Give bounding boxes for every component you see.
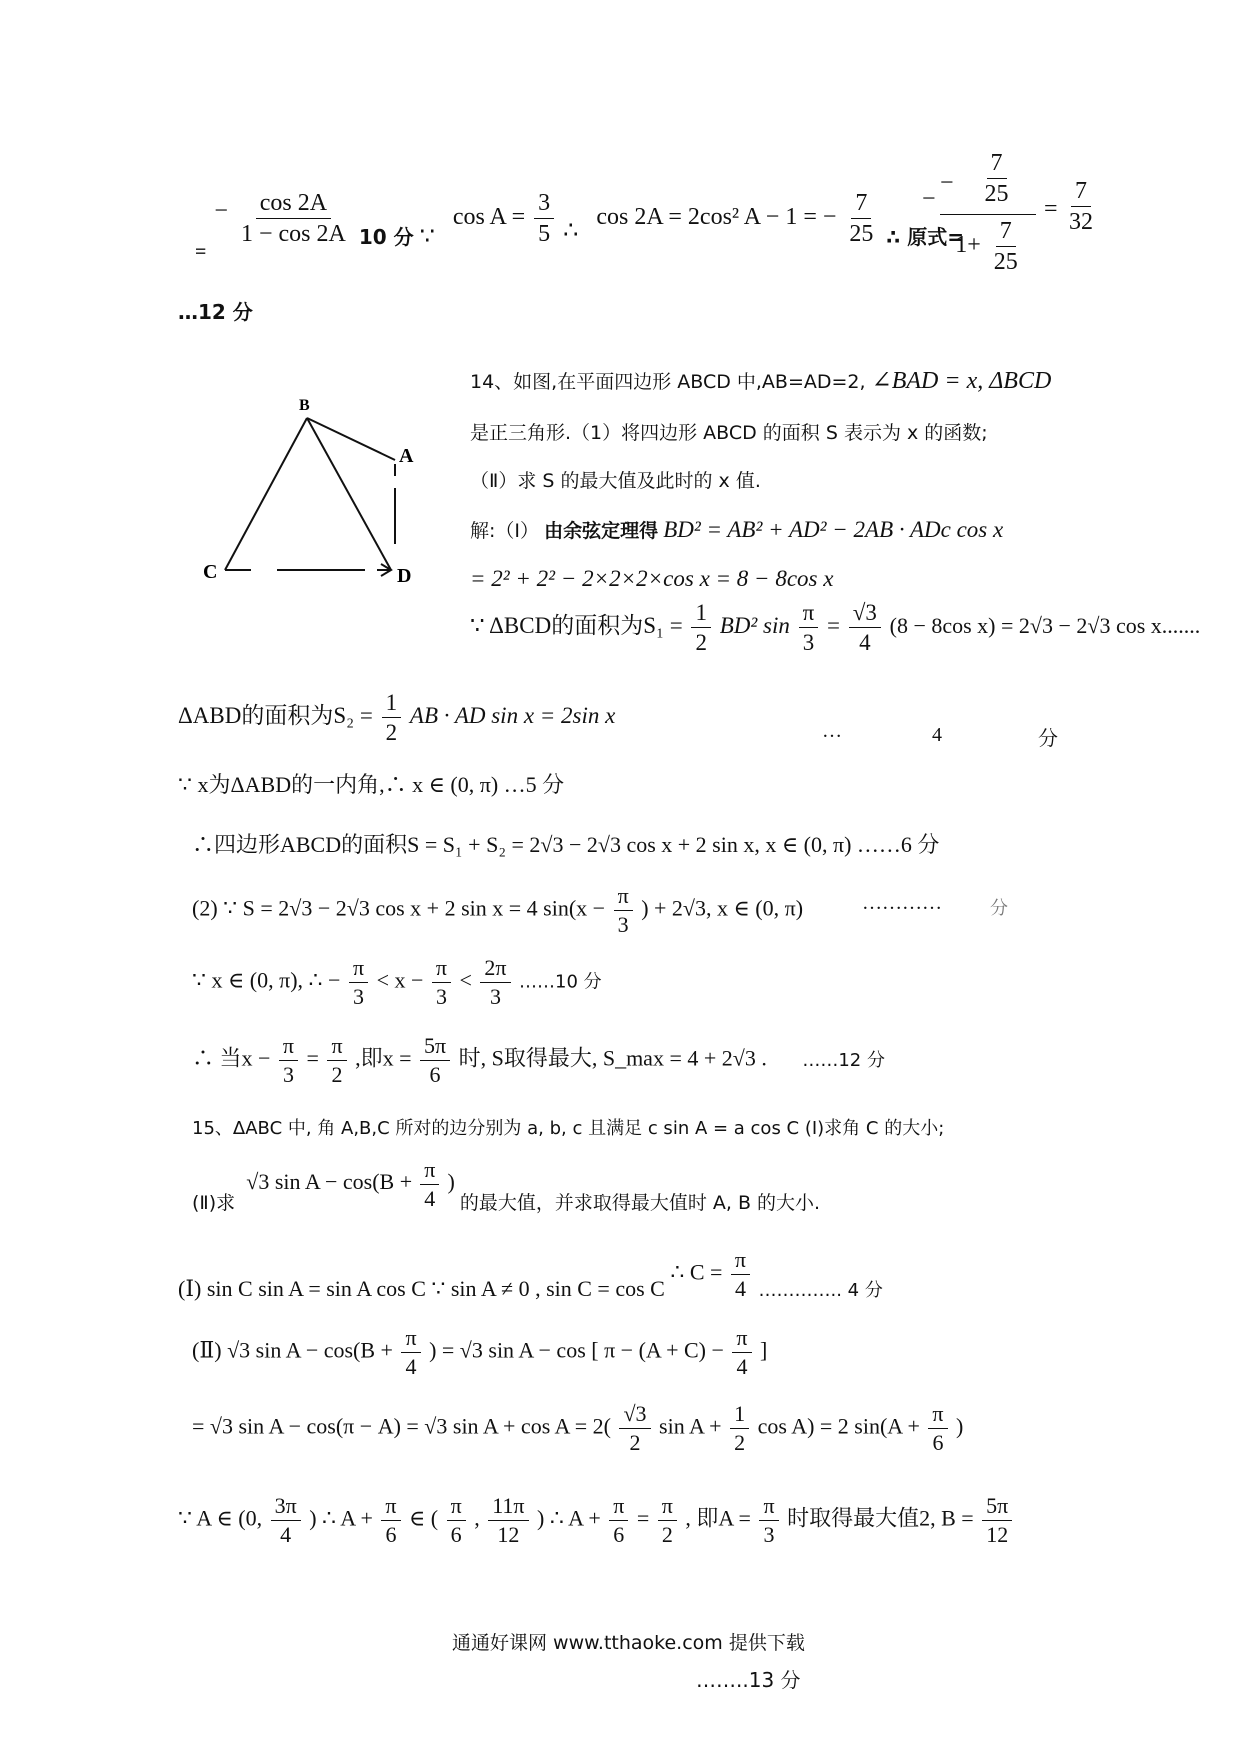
p14-line10-score: 分: [990, 898, 1008, 919]
minus-sign: −: [214, 198, 228, 225]
quadrilateral-figure: [195, 392, 425, 592]
eq-sign: =: [195, 241, 207, 264]
p15-line5: = √3 sin A − cos(π − A) = √3 sin A + cos A = 2( $\frac{√3}{2}$ sin A + $\frac{1}{2}$ cos A) = 2 sin(A + $\frac{\pi}{6}$ ): [192, 1401, 964, 1456]
p14-line6: ∵ ΔBCD的面积为S₁ = $\frac{1}{2}$ BD² sin $\frac{\pi}{3}$ = $\frac{√3}{4}$ (8 − 8cos x) = 2√3 − 2√3 cos x.......: [470, 600, 1201, 656]
cos2a-expr: cos 2A = 2cos² A − 1 = −: [596, 204, 837, 231]
p15-line2: (Ⅱ)求 √3 sin A − cos(B + $\frac{\pi}{4}$ ) 的最大值，并求取得最大值时 A, B 的大小.: [192, 1157, 821, 1215]
p14-line1: 14、如图,在平面四边形 ABCD 中,AB=AD=2, ∠BAD = x, ΔBCD: [470, 368, 1052, 394]
result-frac: $\frac{7}{32}$: [1069, 178, 1093, 236]
p14-line7-dots: …: [822, 720, 842, 742]
p15-line4: (Ⅱ) √3 sin A − cos(B + $\frac{\pi}{4}$ ) = √3 sin A − cos [ π − (A + C) − $\frac{\pi}{4}$ ]: [192, 1325, 768, 1380]
p14-line7-score-num: 4: [932, 724, 942, 746]
p15-line3: (Ⅰ) sin C sin A = sin A cos C ∵ sin A ≠ 0 , sin C = cos C ∴ C = $\frac{\pi}{4}$ $_{\dots\dots\dots\dots.. 4 分}$: [178, 1247, 883, 1302]
p14-line5: = 2² + 2² − 2×2×2×cos x = 8 − 8cos x: [470, 566, 834, 591]
cos-a-lhs: cos A =: [452, 204, 526, 231]
p14-line11: ∵ x ∈ (0, π), ∴ − $\frac{\pi}{3}$ < x − $\frac{\pi}{3}$ < $\frac{2\pi}{3}$ ……10 分: [192, 955, 602, 1010]
p14-line10-dots: …………: [862, 892, 942, 914]
p14-line7: ΔABD的面积为S₂ = $\frac{1}{2}$ AB · AD sin x = 2sin x: [178, 690, 616, 746]
p14-sol-line4: 解:（Ⅰ） 由余弦定理得 BD² = AB² + AD² − 2AB · ADc cos x: [470, 517, 1004, 542]
compound-bar: [940, 214, 1036, 215]
compound-numerator: − $\frac{7}{25}$: [940, 150, 1009, 208]
compound-denominator: 1+ $\frac{7}{25}$: [955, 218, 1018, 276]
p15-line6: ∵ A ∈ (0, $\frac{3\pi}{4}$ ) ∴ A + $\frac{\pi}{6}$ ∈ ( $\frac{\pi}{6}$ , $\frac{11\pi}{12}$ ) ∴ A + $\frac{\pi}{6}$ = $\frac{\pi}{2}$ , 即A = $\frac{\pi}{3}$ 时取得最大值2, B = $\frac{5\pi}{12}$: [178, 1494, 1015, 1547]
frac-7-25: $\frac{7}{25}$: [849, 190, 874, 248]
top-equation-row: [195, 190, 965, 264]
footer-score-13: ……..13 分: [696, 1668, 801, 1692]
p14-line2: 是正三角形.（1）将四边形 ABCD 的面积 S 表示为 x 的函数;: [470, 422, 988, 444]
frac-cos2a: $\frac{\cos 2A}{1 - \cos 2A}$: [240, 190, 346, 248]
label-a: A: [399, 445, 414, 467]
label-d: D: [397, 565, 412, 587]
result-eq: =: [1044, 196, 1058, 222]
yuanshi-label: ∴ 原式=: [886, 225, 965, 250]
p14-line7-score-unit: 分: [1038, 726, 1058, 750]
p14-line9: ∴四边形ABCD的面积S = S₁ + S₂ = 2√3 − 2√3 cos x + 2 sin x, x ∈ (0, π) ……6 分: [192, 832, 940, 857]
edge-bd: [307, 418, 391, 570]
p14-line8: ∵ x为ΔABD的一内角,∴ x ∈ (0, π) …5 分: [178, 772, 565, 797]
p15-line1: 15、ΔABC 中, 角 A,B,C 所对的边分别为 a, b, c 且满足 c sin A = a cos C (Ⅰ)求角 C 的大小;: [192, 1118, 945, 1139]
p14-line3: （Ⅱ）求 S 的最大值及此时的 x 值.: [470, 470, 761, 492]
label-c: C: [203, 561, 218, 583]
score-12-top: …12 分: [178, 300, 253, 324]
footer-site: 通通好课网 www.tthaoke.com 提供下载: [452, 1632, 805, 1654]
frac-3-5: $\frac{3}{5}$: [534, 190, 554, 248]
compound-minus: −: [922, 186, 936, 212]
label-b: B: [299, 397, 310, 414]
score-10: 10 分: [358, 225, 414, 250]
because-sign: ∵: [419, 224, 435, 251]
p14-line12: ∴ 当x − $\frac{\pi}{3}$ = $\frac{\pi}{2}$ ,即x = $\frac{5\pi}{6}$ 时, S取得最大, S_max = 4 + 2√3 . ……12 分: [192, 1033, 885, 1088]
therefore-sign: ∴: [563, 218, 579, 245]
edge-bc: [225, 418, 307, 570]
p14-line10: (2) ∵ S = 2√3 − 2√3 cos x + 2 sin x = 4 sin(x − $\frac{\pi}{3}$ ) + 2√3, x ∈ (0, π): [192, 883, 804, 938]
edge-ba: [307, 418, 395, 460]
